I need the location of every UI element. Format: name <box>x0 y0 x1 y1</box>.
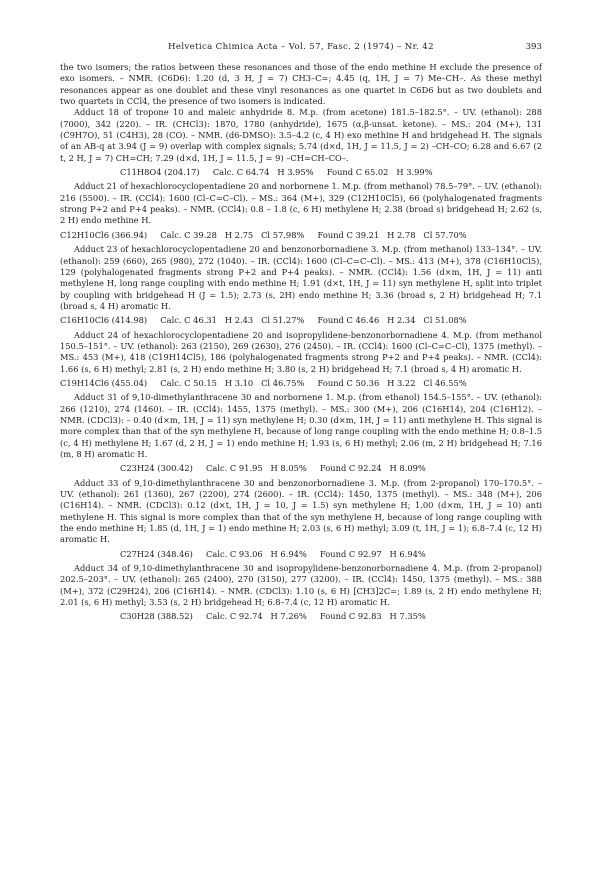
paragraph-adduct-23: Adduct 23 of hexachlorocyclopentadiene 20 and benzonorbornadiene 3. M.p. (from methanol) 133–134°. – UV. (ethanol): 259 (660), 265 (980), 272 (1040). – IR. (CCl4): 1600 (Cl–C=C–Cl). – MS.: 413 (M+), 378 (C16H10Cl5), 129 (polyhalogenated fragments strong P+2 and P+4 peaks). – NMR. (CCl4): 1.56 (d×m, 1H, J = 11) anti methylene H, long range coupling with endo methine H; 1.91 (d×t, 1H, J = 11) syn methylene H, split into triplet by coupling with bridgehead H (J = 1.5); 2.73 (s, 2H) endo methine H; 3.36 (broad s, 2 H) bridgehead H; 7.1 (broad s, 4 H) aromatic H. <box>60 244 542 311</box>
analysis-adduct-24: C19H14Cl6 (455.04) Calc. C 50.15 H 3.10 Cl 46.75% Found C 50.36 H 3.22 Cl 46.55% <box>60 377 467 388</box>
analysis-adduct-23: C16H10Cl6 (414.98) Calc. C 46.31 H 2.43 Cl 51.27% Found C 46.46 H 2.34 Cl 51.08% <box>60 315 467 326</box>
paragraph-adduct-18: Adduct 18 of tropone 10 and maleic anhydride 8. M.p. (from acetone) 181.5–182.5°. – UV. (ethanol): 288 (7000), 342 (220). – IR. (CHCl3): 1870, 1780 (anhydride), 1675 (α,β-unsat. ketone). – MS.: 204 (M+), 131 (C9H7O), 51 (C4H3), 28 (CO). – NMR. (d6-DMSO): 3.5–4.2 (c, 4 H) exo methine H and bridgehead H. The signals of an AB-q at 3.94 (J = 9) overlap with complex signals; 5.74 (d×d, 1H, J = 11.5, J = 2) –CH–CO; 6.28 and 6.67 (2 t, 2 H, J = 7) CH=CH; 7.29 (d×d, 1H, J = 11.5, J = 9) –CH=CH–CO–. <box>60 107 542 163</box>
article-body <box>60 62 542 623</box>
running-title: Helvetica Chimica Acta – Vol. 57, Fasc. 2 (1974) – Nr. 42 <box>168 42 434 52</box>
page-number: 393 <box>525 42 542 52</box>
analysis-adduct-34: C30H28 (388.52) Calc. C 92.74 H 7.26% Found C 92.83 H 7.35% <box>120 611 426 622</box>
paragraph-adduct-21: Adduct 21 of hexachlorocyclopentadiene 20 and norbornene 1. M.p. (from methanol) 78.5–79°. – UV. (ethanol): 216 (5500). – IR. (CCl4): 1600 (Cl–C=C–Cl). – MS.: 364 (M+), 329 (C12H10Cl5), 66 (polyhalogenated fragments strong P+2 and P+4 peaks). – NMR. (CCl4): 0.8 – 1.8 (c, 6 H) methylene H; 2.38 (broad s) bridgehead H; 2.62 (s, 2 H) endo methine H. <box>60 181 542 226</box>
paragraph-adduct-33: Adduct 33 of 9,10-dimethylanthracene 30 and benzonorbornadiene 3. M.p. (from 2-propanol) 170–170.5°. – UV. (ethanol): 261 (1360), 267 (2200), 274 (2600). – IR. (CCl4): 1450, 1375 (methyl). – MS.: 348 (M+), 206 (C16H14). – NMR. (CDCl3): 0.12 (d×t, 1H, J = 10, J = 1.5) syn methylene H; 1.00 (d×m, 1H, J = 10) anti methylene H. This signal is more complex than that of the syn methylene H, because of long range coupling with the endo methine H; 1.85 (d, 1H, J = 1) endo methine H; 2.03 (s, 6 H) methyl; 3.09 (t, 1H, J = 1); 6.8–7.4 (c, 12 H) aromatic H. <box>60 477 542 545</box>
paragraph-adduct-31: Adduct 31 of 9,10-dimethylanthracene 30 and norbornene 1. M.p. (from ethanol) 154.5–155°. – UV. (ethanol): 266 (1210), 274 (1460). – IR. (CCl4): 1455, 1375 (methyl). – MS.: 300 (M+), 206 (C16H14), 204 (C16H12). – NMR. (CDCl3): – 0.40 (d×m, 1H, J = 11) syn methylene H; 0.30 (d×m, 1H, J = 11) anti methylene H. This signal is more complex than that of the syn methylene H, because of long range coupling with the endo methine H; 0.8–1.5 (c, 4 H) methylene H; 1.67 (d, 2 H, J = 1) endo methine H; 1.93 (s, 6 H) methyl; 2.06 (m, 2 H) bridgehead H; 7.16 (m, 8 H) aromatic H. <box>60 392 542 459</box>
analysis-adduct-18: C11H8O4 (204.17) Calc. C 64.74 H 3.95% Found C 65.02 H 3.99% <box>120 167 433 178</box>
analysis-adduct-33: C27H24 (348.46) Calc. C 93.06 H 6.94% Found C 92.97 H 6.94% <box>120 548 426 559</box>
running-header <box>60 42 542 58</box>
paragraph-continuation: the two isomers; the ratios between these resonances and those of the endo methine H exclude the presence of exo isomers. – NMR. (C6D6): 1.20 (d, 3 H, J = 7) CH3–C=; 4.45 (q, 1H, J = 7) Me–CH–. As these methyl resonances appear as one doublet and these vinyl resonances as one quartet in C6D6 but as two doublets and two quartets in CCl4, the presence of two isomers is indicated. <box>60 62 542 107</box>
paragraph-adduct-24: Adduct 24 of hexachlorocyclopentadiene 20 and isopropylidene-benzonorbornadiene 4. M.p. (from methanol 150.5–151°. – UV. (ethanol): 263 (2150), 269 (2630), 276 (2450). – IR. (CCl4): 1600 (Cl–C=C–Cl), 1375 (methyl). – MS.: 453 (M+), 418 (C19H14Cl5), 186 (polyhalogenated fragments strong P+2 and P+4 peaks). – NMR. (CCl4): 1.66 (s, 6 H) methyl; 2.81 (s, 2 H) endo methine H; 3.80 (s, 2 H) bridgehead H; 7.1 (broad s, 4 H) aromatic H. <box>60 329 542 374</box>
paragraph-adduct-34: Adduct 34 of 9,10-dimethylanthracene 30 and isopropylidene-benzonorbornadiene 4. M.p. (from 2-propanol) 202.5–203°. – UV. (ethanol): 265 (2400), 270 (3150), 277 (3200). – IR. (CCl4): 1450, 1375 (methyl). – MS.: 388 (M+), 372 (C29H24), 206 (C16H14). – NMR. (CDCl3): 1.10 (s, 6 H) [CH3]2C=; 1.89 (s, 2 H) endo methylene H; 2.01 (s, 6 H) methyl; 3.53 (s, 2 H) bridgehead H; 6.8–7.4 (c, 12 H) aromatic H. <box>60 563 542 608</box>
analysis-adduct-21: C12H10Cl6 (366.94) Calc. C 39.28 H 2.75 Cl 57.98% Found C 39.21 H 2.78 Cl 57.70% <box>60 229 467 240</box>
analysis-adduct-31: C23H24 (300.42) Calc. C 91.95 H 8.05% Found C 92.24 H 8.09% <box>120 463 426 474</box>
